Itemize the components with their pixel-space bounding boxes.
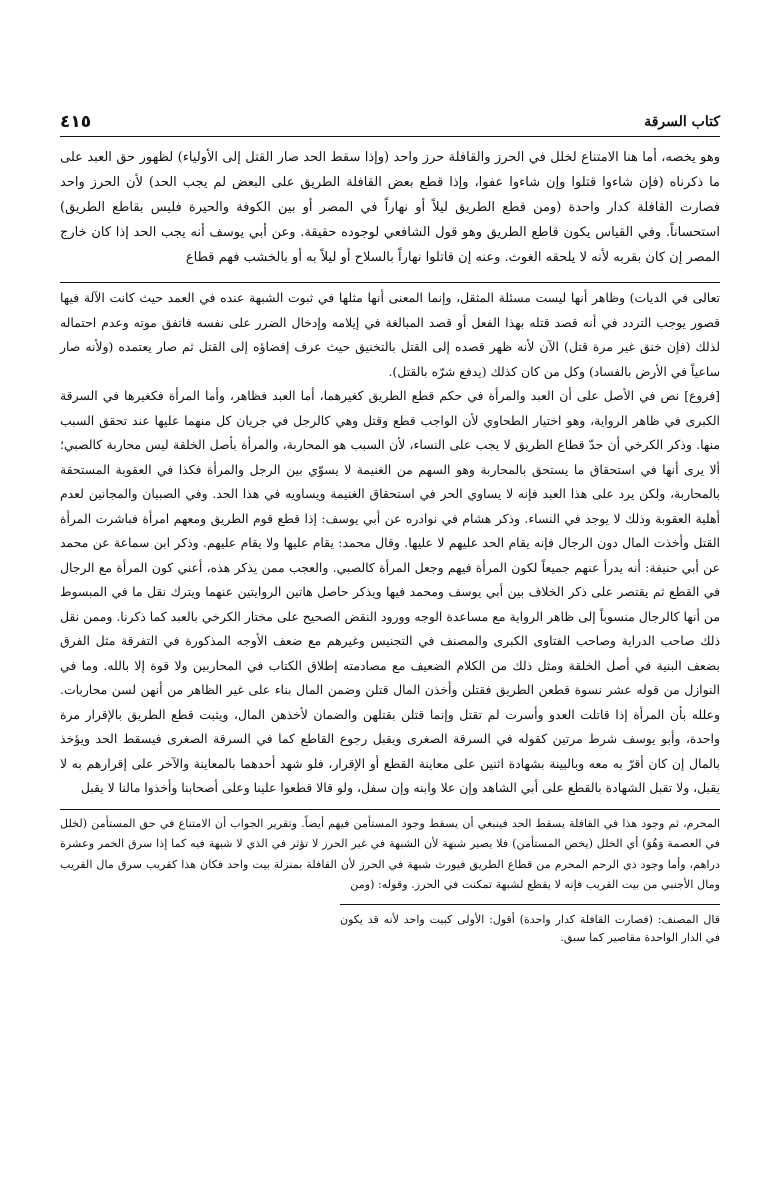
commentary-paragraph: [فروع] نص في الأصل على أن العبد والمرأة في حكم قطع الطريق كغيرهما، أما العبد فظاهر، وأما المرأة فكغيرها في السرقة الكبرى في ظاهر الرواية، وهو اختيار الطحاوي لأن الواجب قطع وقتل وهي كالرجل في جريان كل منهما عليها عند تحقق السبب منها. وذكر الكرخي أن حدّ قطاع الطريق لا يجب على النساء، لأن السبب هو المحاربة، والمرأة بأصل الخلقة ليس محاربة كالصبي؛ ألا يرى أنها في استحقاق ما يستحق بالمحاربة وهو السهم من الغنيمة لا يسوّي بين الرجل والمرأة فكذا في العقوبة المستحقة بالمحاربة، ولكن يرد على هذا العبد فإنه لا يساوي الحر في استحقاق الغنيمة ويساويه في هذا الحد. وفي الصبيان والمجانين لعدم أهلية العقوبة وذلك لا يوجد في النساء. وذكر هشام في نوادره عن أبي يوسف: إذا قطع قوم الطريق ومعهم امرأة فباشرت المرأة القتل وأخذت المال دون الرجال فإنه يقام الحد عليهم لا عليها. وقال محمد: يقام عليها ولا يقام عليهم. وذكر ابن سماعة عن محمد عن أبي حنيفة: أنه يدرأ عنهم جميعاً لكون المرأة فيهم وجعل المرأة كالصبي. والعجب ممن يذكر هذه، أعني كون المرأة مع الرجال في القطع ثم يقتصر على ذكر الخلاف بين أبي يوسف ومحمد فيها ويذكر حاصل هاتين الروايتين عنهما ويترك نقل ما في المبسوط من أنها كالرجال منسوباً إلى ظاهر الرواية مع مساعدة الوجه وورود النقض الصحيح على مختار الكرخي بالعبد كما ذكرنا. وممن نقل ذلك صاحب الدراية وصاحب الفتاوى الكبرى والمصنف في التجنيس وغيرهم مع ضعف الأوجه المذكورة في التفرقة مثل الفرق بضعف البنية في أصل الخلقة ومثل ذلك من الكلام الضعيف مع مصادمته إطلاق الكتاب في المحاربين ولا قوة إلا بالله. وما في النوازل من قوله عشر نسوة قطعن الطريق فقتلن وأخذن المال قتلن وضمن المال بناء على غير الظاهر من أنهن لسن محاربات. وعلله بأن المرأة إذا قاتلت العدو وأسرت لم تقتل وإنما قتلن بقتلهن والضمان لأخذهن المال، ويثبت قطع الطريق بالإقرار مرة واحدة، وأبو يوسف شرط مرتين كقوله في السرقة الصغرى ويقبل رجوع القاطع كما في السرقة الصغرى فيسقط الحد ويؤخذ بالمال إن كان أقرّ به معه وبالبينة بشهادة اثنين على معاينة القطع أو الإقرار، فلو شهد أحدهما بالمعاينة والآخر على إقرارهم به لا يقبل، ولا تقبل الشهادة بالقطع على أبي الشاهد وإن علا وابنه وإن سفل، ولو قالا قطعوا علينا وعلى أصحابنا وأخذوا مالنا لا يقبل <box>60 388 720 795</box>
commentary-section-1 <box>60 282 720 801</box>
commentary-paragraph: تعالى في الديات) وظاهر أنها ليست مسئلة المثقل، وإنما المعنى أنها مثلها في ثبوت الشبهة عنده في العمد حيث كانت الآلة فيها قصور يوجب التردد في أنه قصد قتله بهذا الفعل أو قصد المبالغة في إيلامه وإدخال الضرر على نفسه فاتفق موته وعدم احتماله لذلك (فإن خنق غير مرة قتل) الآن لأنه ظهر قصده إلى القتل بالتخنيق حيث عرف إفضاؤه إلى القتل ثم صار يعتمده (ولأنه صار ساعياً في الأرض بالفساد) وكل من كان كذلك (يدفع شرّه بالقتل). <box>60 290 720 379</box>
chapter-title: كتاب السرقة <box>644 114 720 130</box>
commentary-section-2: المحرم، ثم وجود هذا في القافلة يسقط الحد فينبغي أن يسقط وجود المستأمن فيهم أيضاً. وتقرير الجواب أن الامتناع في حق المستأمن (لخلل في العصمة وَهُوَ) أي الخلل (يخص المستأمن) فلا يصير شبهة لأن الشبهة في غير الحرز لا تؤثر في الذي لا شبهة فيه كما إذا سرق الخمر وعشرة دراهم، وأما وجود ذي الرحم المحرم من قطاع الطريق فيورث شبهة في الحرز لأن القافلة بمنزلة بيت واحد فكان هذا كقريب سرق مال القريب ومال الأجنبي من بيت القريب فإنه لا يقطع لشبهة تمكنت في الحرز. وقوله: (ومن <box>60 809 720 896</box>
main-text: وهو يخصه، أما هنا الامتناع لخلل في الحرز والقافلة حرز واحد (وإذا سقط الحد صار القتل إلى الأولياء) لظهور حق العبد على ما ذكرناه (فإن شاءوا قتلوا وإن شاءوا عفوا، وإذا قطع بعض القافلة الطريق على البعض لم يجب الحد) لأن الحرز واحد فصارت القافلة كدار واحدة (ومن قطع الطريق ليلاً أو نهاراً في المصر أو بين الكوفة والحيرة فليس بقاطع الطريق) استحساناً. وفي القياس يكون قاطع الطريق وهو قول الشافعي لوجوده حقيقة. وعن أبي يوسف أنه يجب الحد إذا كان خارج المصر إن كان بقربه لأنه لا يلحقه الغوث. وعنه إن قاتلوا نهاراً بالسلاح أو ليلاً به أو بالخشب فهم قطاع <box>60 150 720 265</box>
page-number: ٤١٥ <box>60 112 92 132</box>
footnote: قال المصنف: (فصارت القافلة كدار واحدة) أقول: الأولى كبيت واحد لأنه قد يكون في الدار الواحدة مقاصير كما سبق. <box>340 904 720 947</box>
page <box>60 112 720 947</box>
running-header <box>60 112 720 137</box>
